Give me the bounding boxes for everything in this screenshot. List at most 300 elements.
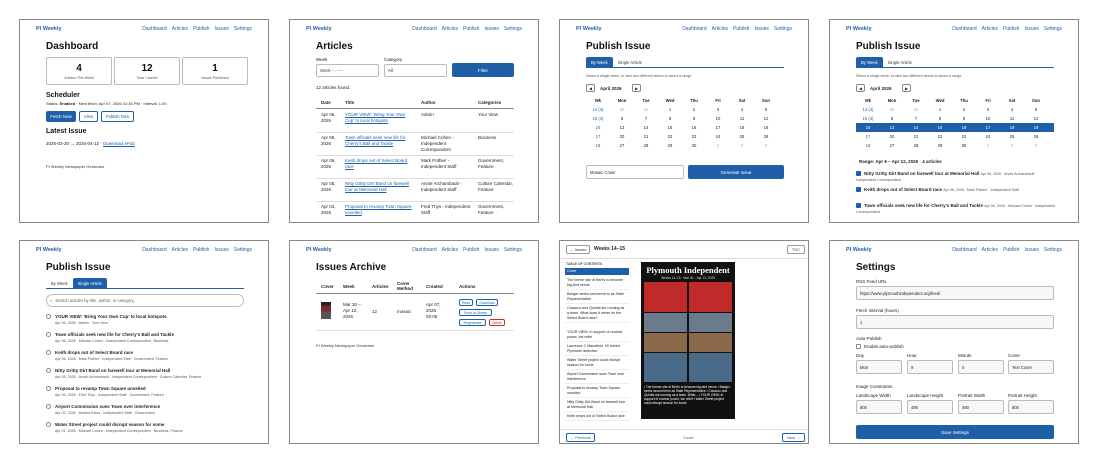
nav-articles[interactable]: Articles xyxy=(441,247,459,253)
prev-month-button[interactable] xyxy=(586,84,595,92)
weekday-label: Mon xyxy=(617,98,627,103)
weekday-label: Sun xyxy=(762,98,770,103)
chevron-right-icon: ▶ xyxy=(634,85,639,91)
read-button[interactable]: Read xyxy=(459,299,473,306)
day-cell: 28 xyxy=(913,143,919,148)
article-author: Fred Thys - Independent Staff xyxy=(421,204,471,215)
tab-single-article[interactable]: Single Article xyxy=(73,278,107,288)
weekday-label: Sat xyxy=(1008,98,1016,103)
calendar-week-row[interactable] xyxy=(856,123,1054,132)
col-date: Date xyxy=(321,100,331,105)
day-cell: 7 xyxy=(644,116,648,121)
portrait-height-input[interactable]: 800 xyxy=(1008,400,1054,414)
toc-button[interactable]: TOC xyxy=(787,245,805,254)
save-settings-button[interactable]: Save Settings xyxy=(856,425,1054,439)
day-cell: 12 xyxy=(763,116,769,121)
weekday-label: Tue xyxy=(642,98,650,103)
day-cell: 2 xyxy=(692,107,696,112)
day-cell: 1 xyxy=(986,143,990,148)
view-button[interactable]: View xyxy=(79,111,98,122)
col-articles: Articles xyxy=(372,284,389,289)
article-meta: Apr 02, 2026 · Andrea Estes - Independent Staff · Government xyxy=(55,411,155,415)
col-categories: Categories xyxy=(478,100,502,105)
nav-articles[interactable]: Articles xyxy=(441,26,459,32)
calendar-week-row[interactable] xyxy=(856,141,1054,150)
calendar-week-row[interactable] xyxy=(856,105,1054,114)
selected-article-item[interactable] xyxy=(856,171,1056,183)
article-date: Apr 06, 2026 xyxy=(321,112,336,123)
page-title: Settings xyxy=(856,262,896,273)
prev-month-button[interactable] xyxy=(856,84,865,92)
publish-tabs xyxy=(586,57,647,67)
article-radio-item[interactable] xyxy=(46,350,133,355)
cover-label: Cover xyxy=(1008,353,1021,358)
day-cell: 11 xyxy=(739,116,745,121)
nav-dashboard[interactable]: Dashboard xyxy=(682,26,707,32)
chevron-right-icon: ▶ xyxy=(904,85,909,91)
calendar-week-row[interactable] xyxy=(586,141,784,150)
landscape-height-label: Landscape Height xyxy=(907,393,944,398)
article-meta: Apr 06, 2026 · Admin · Your View xyxy=(55,321,108,325)
nav-dashboard[interactable]: Dashboard xyxy=(412,26,437,32)
calendar-week-row[interactable] xyxy=(586,132,784,141)
article-title: Nitty Gritty Dirt Band on farewell tour at Memorial Hall xyxy=(55,368,171,373)
interval-label: Fetch Interval (hours) xyxy=(856,308,899,313)
next-month-button[interactable] xyxy=(902,84,911,92)
toc-item[interactable]: Water Street project could disrupt season for some xyxy=(565,357,629,370)
weekday-label: Thu xyxy=(960,98,968,103)
fetch-interval-input[interactable]: 1 xyxy=(856,315,1054,329)
tab-by-week[interactable]: By Week xyxy=(856,57,883,67)
nav-articles[interactable]: Articles xyxy=(981,26,999,32)
day-cell: 21 xyxy=(643,134,649,139)
weekday-label: Wk xyxy=(864,98,872,103)
selected-article-meta: Apr 06, 2026 · Michael Cohen · Independent Correspondent xyxy=(856,204,1056,214)
radio-icon xyxy=(46,422,51,427)
selected-article-title: Town officials seek new life for Cherry's Ball and Tackle xyxy=(864,203,983,208)
day-cell: 4 xyxy=(1010,107,1014,112)
nav-issues[interactable]: Issues xyxy=(214,26,229,32)
weekday-label: Thu xyxy=(690,98,698,103)
portrait-height-label: Portrait Height xyxy=(1008,393,1037,398)
dashboard-panel xyxy=(19,19,269,223)
category-label: Category xyxy=(384,57,403,62)
tab-single-article[interactable]: Single Article xyxy=(617,59,642,65)
page-title: Publish Issue xyxy=(586,41,651,52)
radio-icon xyxy=(46,332,51,337)
article-title: Keith drops out of Select Board race xyxy=(55,350,134,355)
day-cell: 8 xyxy=(938,116,942,121)
articles-panel xyxy=(289,19,539,223)
rss-url-input[interactable]: https://www.plymouthindependent.org/feed/ xyxy=(856,286,1054,300)
day-cell: 12 xyxy=(1033,116,1039,121)
nav-dashboard[interactable]: Dashboard xyxy=(952,247,977,253)
brand-link[interactable]: PI Weekly xyxy=(846,26,872,32)
issue-week: Mar 30 – Apr 12, 2026 xyxy=(343,302,361,319)
nav-settings[interactable]: Settings xyxy=(503,26,522,32)
day-cell: 8 xyxy=(668,116,672,121)
day-cell: 18 xyxy=(739,125,745,130)
article-radio-item[interactable] xyxy=(46,386,146,391)
weekday-label: Fri xyxy=(985,98,991,103)
nav-settings[interactable]: Settings xyxy=(503,247,522,253)
day-select[interactable]: Mon xyxy=(856,360,902,374)
tab-by-week[interactable]: By Week xyxy=(51,280,68,286)
page-indicator: Cover xyxy=(683,435,694,440)
nav-publish[interactable]: Publish xyxy=(1003,26,1020,32)
article-title-link[interactable]: YOUR VIEW: 'Bring Your Own Cup' to local hotspots xyxy=(345,112,406,123)
search-icon: ⌕ xyxy=(50,298,53,303)
nav-publish[interactable]: Publish xyxy=(463,26,480,32)
day-cell: 7 xyxy=(914,116,918,121)
brand-link[interactable]: PI Weekly xyxy=(36,247,62,253)
day-cell: 19 xyxy=(763,125,769,130)
article-meta: Apr 05, 2026 · Annie Archambault - Independent Correspondent · Culture Calendar, Feature xyxy=(55,375,202,379)
day-cell: 25 xyxy=(1009,134,1015,139)
month-label: April 2026 xyxy=(870,86,892,91)
article-meta: Apr 06, 2026 · Mark Pothier - Independent Staff · Government, Feature xyxy=(55,357,168,361)
article-meta: Apr 01, 2026 · Michael Cohen - Independent Correspondent · Business, Feature xyxy=(55,429,183,433)
portrait-width-input[interactable]: 480 xyxy=(958,400,1004,414)
article-search-input[interactable]: ⌕ Search articles by title, author, or category... xyxy=(46,294,244,307)
weekday-label: Wed xyxy=(665,98,675,103)
checkbox-icon xyxy=(856,203,861,208)
filter-button[interactable]: Filter xyxy=(452,63,514,77)
generate-issue-button[interactable]: Generate Issue xyxy=(688,165,784,179)
download-epub-link[interactable]: Download ePub xyxy=(103,141,135,146)
article-title: Proposal to revamp Town Square unveiled xyxy=(55,386,146,391)
chevron-left-icon: ◀ xyxy=(588,85,593,91)
radio-icon xyxy=(46,386,51,391)
toc-item[interactable]: Keith drops out of Select Board race xyxy=(565,413,629,421)
calendar-week-row[interactable] xyxy=(856,132,1054,141)
week-number: 14 (4) xyxy=(862,107,874,112)
landscape-height-input[interactable]: 480 xyxy=(907,400,953,414)
nav-issues[interactable]: Issues xyxy=(484,247,499,253)
top-nav xyxy=(20,241,268,259)
brand-link[interactable]: PI Weekly xyxy=(306,247,332,253)
nav-settings[interactable]: Settings xyxy=(1043,247,1062,253)
weekday-label: Sun xyxy=(1032,98,1040,103)
week-number: 18 xyxy=(865,143,871,148)
article-radio-item[interactable] xyxy=(46,422,164,427)
day-cell: 24 xyxy=(715,134,721,139)
toc-heading: TABLE OF CONTENTS xyxy=(566,262,603,266)
day-cell: 3 xyxy=(764,143,768,148)
nav-articles[interactable]: Articles xyxy=(171,26,189,32)
nav-publish[interactable]: Publish xyxy=(463,247,480,253)
toc-item[interactable]: Badger seeks second term as State Representative xyxy=(565,291,629,304)
col-title: Title xyxy=(345,100,355,105)
nav-settings[interactable]: Settings xyxy=(233,247,252,253)
cover-photo-mosaic xyxy=(644,282,732,382)
nav-publish[interactable]: Publish xyxy=(193,247,210,253)
day-cell: 30 xyxy=(619,107,625,112)
article-date: Apr 05, 2026 xyxy=(321,181,336,192)
day-cell: 5 xyxy=(1034,107,1038,112)
week-number: 17 xyxy=(865,134,871,139)
article-meta: Apr 03, 2026 · Fred Thys - Independent Staff · Government, Feature xyxy=(55,393,164,397)
hour-label: Hour xyxy=(907,353,917,358)
cover-select[interactable]: Mosaic Cover xyxy=(586,165,684,179)
issue-cover-thumbnail[interactable] xyxy=(321,302,331,319)
top-nav xyxy=(290,20,538,38)
tab-by-week[interactable]: By Week xyxy=(586,57,613,67)
tab-single-article[interactable]: Single Article xyxy=(887,59,912,65)
day-cell: 29 xyxy=(667,143,673,148)
toc-item[interactable]: Airport Commission sues Town over interference xyxy=(565,371,629,384)
article-title-link[interactable]: Nitty Gritty Dirt Band on farewell tour at Memorial Hall xyxy=(345,181,410,192)
day-cell: 2 xyxy=(1010,143,1014,148)
day-cell: 24 xyxy=(985,134,991,139)
scheduler-heading: Scheduler xyxy=(46,92,80,99)
day-cell: 15 xyxy=(667,125,673,130)
nav-publish[interactable]: Publish xyxy=(733,26,750,32)
article-meta: Apr 06, 2026 · Michael Cohen - Independent Correspondent · Business xyxy=(55,339,169,343)
nav-dashboard[interactable]: Dashboard xyxy=(142,247,167,253)
nav-articles[interactable]: Articles xyxy=(171,247,189,253)
article-title-link[interactable]: Keith drops out of Select Board race xyxy=(345,158,408,169)
publish-hint: Select a single week, or click two different weeks to select a range. xyxy=(586,74,693,78)
latest-issue-line: 2026-03-30 → 2026-04-12 · Download ePub xyxy=(46,141,135,146)
day-cell: 11 xyxy=(1009,116,1015,121)
top-nav xyxy=(830,20,1078,38)
article-title: Water Street project could disrupt season for some xyxy=(55,422,165,427)
day-cell: 26 xyxy=(763,134,769,139)
page-title: Articles xyxy=(316,41,353,52)
week-calendar xyxy=(856,96,1054,150)
nav-publish[interactable]: Publish xyxy=(193,26,210,32)
nav-settings[interactable]: Settings xyxy=(1043,26,1062,32)
day-cell: 27 xyxy=(619,143,625,148)
article-date: Apr 06, 2026 xyxy=(321,158,336,169)
portrait-width-label: Portrait Width xyxy=(958,393,986,398)
article-categories: Your View xyxy=(478,112,499,117)
week-number: 15 (4) xyxy=(592,116,604,121)
day-cell: 14 xyxy=(643,125,649,130)
publish-tabs xyxy=(46,278,107,288)
nav-dashboard[interactable]: Dashboard xyxy=(142,26,167,32)
radio-icon xyxy=(46,368,51,373)
previous-button[interactable]: ← Previous xyxy=(566,433,595,442)
calendar-header xyxy=(856,96,1054,105)
day-cell: 10 xyxy=(715,116,721,121)
category-select[interactable]: All xyxy=(384,64,447,77)
toc-item[interactable]: Cavacco and Quintal are running as a team. What does it mean for the Select Board race? xyxy=(565,305,629,323)
day-cell: 16 xyxy=(961,125,967,130)
auto-publish-toggle[interactable]: Enable auto-publish xyxy=(856,344,904,349)
page-title: Dashboard xyxy=(46,41,99,52)
back-to-issues-button[interactable]: ← Issues xyxy=(566,245,590,254)
top-nav xyxy=(290,241,538,259)
top-nav xyxy=(830,241,1078,259)
day-cell: 1 xyxy=(938,107,942,112)
publish-hint: Select a single week, or click two different weeks to select a range. xyxy=(856,74,963,78)
day-cell: 2 xyxy=(740,143,744,148)
day-cell: 23 xyxy=(961,134,967,139)
issue-created: Apr 07, 2026 02:06 xyxy=(426,302,441,319)
article-title: Airport Commission sues Town over interference xyxy=(55,404,161,409)
month-label: April 2026 xyxy=(600,86,622,91)
col-author: Author xyxy=(421,100,436,105)
rss-label: RSS Feed URL xyxy=(856,279,888,284)
nav-issues[interactable]: Issues xyxy=(754,26,769,32)
nav-settings[interactable]: Settings xyxy=(233,26,252,32)
day-cell: 30 xyxy=(691,143,697,148)
day-cell: 13 xyxy=(889,125,895,130)
day-cell: 13 xyxy=(619,125,625,130)
brand-link[interactable]: PI Weekly xyxy=(846,247,872,253)
chevron-left-icon: ◀ xyxy=(858,85,863,91)
day-cell: 9 xyxy=(692,116,696,121)
day-cell: 26 xyxy=(1033,134,1039,139)
article-title: Town officials seek new life for Cherry's Ball and Tackle xyxy=(55,332,174,337)
publish-single-panel xyxy=(19,240,269,444)
checkbox-icon xyxy=(856,187,861,192)
top-nav xyxy=(20,20,268,38)
article-title: YOUR VIEW: 'Bring Your Own Cup' to local hotspots xyxy=(55,314,167,319)
col-cover: Cover xyxy=(321,284,334,289)
selected-article-meta: Apr 06, 2026 · Annie Archambault · Independent Correspondent xyxy=(856,172,1037,182)
nav-articles[interactable]: Articles xyxy=(711,26,729,32)
hour-input[interactable]: 9 xyxy=(907,360,953,374)
result-count: 12 articles found. xyxy=(316,85,351,90)
article-author: Admin xyxy=(421,112,434,117)
article-author: Annie Archambault - Independent Staff xyxy=(421,181,462,192)
publish-now-button[interactable]: Publish Now xyxy=(101,111,134,122)
page-title: Publish Issue xyxy=(856,41,921,52)
nav-dashboard[interactable]: Dashboard xyxy=(412,247,437,253)
article-radio-item[interactable] xyxy=(46,332,174,337)
brand-link[interactable]: PI Weekly xyxy=(36,26,62,32)
selected-article-item[interactable] xyxy=(856,203,1056,215)
push-to-library-button[interactable]: Push to Library xyxy=(459,309,492,316)
toc-item[interactable]: YOUR VIEW: In support of nuclear power, tax relief xyxy=(565,329,629,342)
next-month-button[interactable] xyxy=(632,84,641,92)
brand-link[interactable]: PI Weekly xyxy=(576,26,602,32)
toc-item[interactable]: The former site of Bert's to become big-tent venue xyxy=(565,277,629,290)
minute-label: Minute xyxy=(958,353,972,358)
weekday-label: Sat xyxy=(738,98,746,103)
stat-card: 1 Issues Published xyxy=(182,57,248,85)
weekday-label: Tue xyxy=(912,98,920,103)
article-categories: Culture Calendar, Feature xyxy=(478,181,514,192)
week-number: 14 (4) xyxy=(592,107,604,112)
day-cell: 6 xyxy=(890,116,894,121)
week-number: 16 xyxy=(865,125,871,130)
page-title: Publish Issue xyxy=(46,262,111,273)
latest-issue-heading: Latest Issue xyxy=(46,128,87,135)
next-button[interactable]: Next → xyxy=(782,433,805,442)
week-input[interactable]: Week --, ---- xyxy=(316,64,379,77)
article-radio-item[interactable] xyxy=(46,314,167,319)
day-cell: 3 xyxy=(986,107,990,112)
cover-type-select[interactable]: Text Cover xyxy=(1008,360,1054,374)
landscape-width-label: Landscape Width xyxy=(856,393,891,398)
stat-card: 12 Total Cached xyxy=(114,57,180,85)
nav-issues[interactable]: Issues xyxy=(214,247,229,253)
regenerate-button[interactable]: Regenerate xyxy=(459,319,486,326)
nav-dashboard[interactable]: Dashboard xyxy=(952,26,977,32)
day-cell: 16 xyxy=(691,125,697,130)
calendar-week-row[interactable] xyxy=(856,114,1054,123)
day-cell: 20 xyxy=(889,134,895,139)
article-categories: Government, Feature xyxy=(478,158,505,169)
day-cell: 18 xyxy=(1009,125,1015,130)
day-cell: 21 xyxy=(913,134,919,139)
weekday-label: Mon xyxy=(887,98,897,103)
nav-issues[interactable]: Issues xyxy=(1024,247,1039,253)
auto-publish-heading: Auto-Publish xyxy=(856,336,882,341)
fetch-now-button[interactable]: Fetch Now xyxy=(46,111,76,122)
day-cell: 15 xyxy=(937,125,943,130)
col-cover-method: Cover Method xyxy=(397,281,413,291)
calendar-week-row[interactable] xyxy=(586,105,784,114)
minute-input[interactable]: 0 xyxy=(958,360,1004,374)
delete-button[interactable]: Delete xyxy=(489,319,505,326)
radio-icon xyxy=(46,314,51,319)
day-cell: 28 xyxy=(643,143,649,148)
article-title-link[interactable]: Town officials seek new life for Cherry's Ball and Tackle xyxy=(345,135,406,146)
weekday-label: Wed xyxy=(935,98,945,103)
radio-icon xyxy=(46,404,51,409)
day-cell: 31 xyxy=(913,107,919,112)
week-number: 15 (4) xyxy=(862,116,874,121)
brand-link[interactable]: PI Weekly xyxy=(306,26,332,32)
nav-issues[interactable]: Issues xyxy=(484,26,499,32)
selected-article-title: Nitty Gritty Dirt Band on farewell tour at Memorial Hall xyxy=(864,171,980,176)
archive-panel xyxy=(289,240,539,444)
landscape-width-input[interactable]: 800 xyxy=(856,400,902,414)
issue-cover-page xyxy=(641,262,735,419)
day-cell: 19 xyxy=(1033,125,1039,130)
radio-icon xyxy=(46,350,51,355)
nav-publish[interactable]: Publish xyxy=(1003,247,1020,253)
article-title-link[interactable]: Proposal to revamp Town Square unveiled xyxy=(345,204,412,215)
range-summary: Range: Apr 6 – Apr 12, 2026 · 4 articles xyxy=(859,159,942,164)
day-cell: 10 xyxy=(985,116,991,121)
calendar-week-row[interactable] xyxy=(586,114,784,123)
article-categories: Business xyxy=(478,135,497,140)
article-radio-item[interactable] xyxy=(46,404,160,409)
day-cell: 3 xyxy=(1034,143,1038,148)
article-author: Michael Cohen - Independent Correspondent xyxy=(421,135,454,152)
nav-settings[interactable]: Settings xyxy=(773,26,792,32)
day-cell: 22 xyxy=(667,134,673,139)
nav-articles[interactable]: Articles xyxy=(981,247,999,253)
toc-item[interactable]: Nitty Gritty Dirt Band on farewell tour at Memorial Hall xyxy=(565,399,629,412)
day-cell: 1 xyxy=(668,107,672,112)
page-title: Issues Archive xyxy=(316,262,387,273)
toc-item[interactable]: Lawrence J. Mansfield, 90 retired Plymouth detective xyxy=(565,343,629,356)
scheduler-status: Status: Enabled · Next fetch: Apr 07, 2026 01:30 PM · Interval: 1.0h xyxy=(46,101,167,106)
article-date: Apr 03, 2026 xyxy=(321,204,336,215)
footer: PI Weekly Newspaper Generator xyxy=(316,343,375,348)
nav-issues[interactable]: Issues xyxy=(1024,26,1039,32)
top-nav xyxy=(560,20,808,38)
image-constraints-heading: Image Constraints xyxy=(856,384,893,389)
article-radio-item[interactable] xyxy=(46,368,170,373)
day-cell: 1 xyxy=(716,143,720,148)
toc-item[interactable]: Cover xyxy=(565,268,629,275)
toc-item[interactable]: Proposal to revamp Town Square unveiled xyxy=(565,385,629,398)
download-button[interactable]: Download xyxy=(476,299,498,306)
selected-article-item[interactable] xyxy=(856,187,1056,193)
day-cell: 6 xyxy=(620,116,624,121)
calendar-week-row[interactable] xyxy=(586,123,784,132)
publish-selected-panel xyxy=(829,19,1079,223)
selected-article-title: Keith drops out of Select Board race xyxy=(864,187,943,192)
